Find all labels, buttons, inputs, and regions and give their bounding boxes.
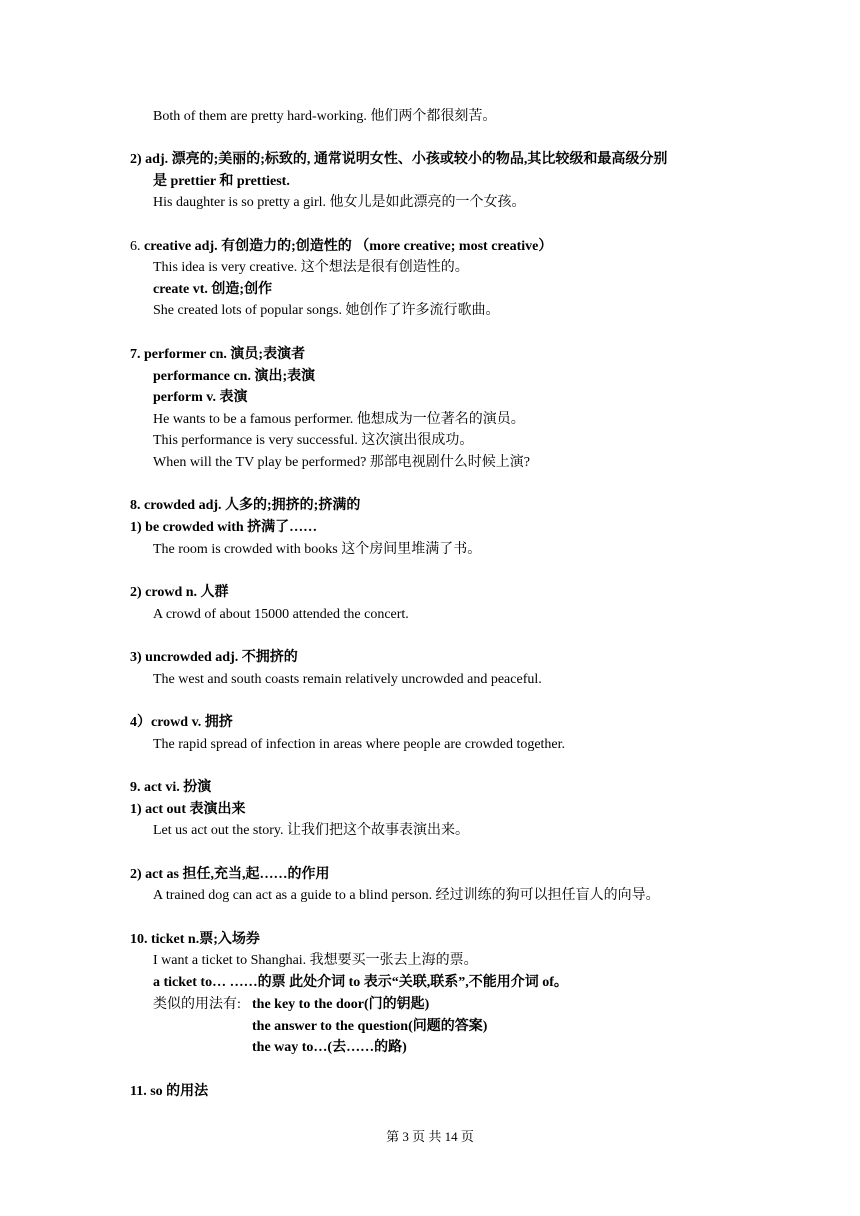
item-number-text: 6. xyxy=(130,239,141,254)
entry-heading-continued: 是 prettier 和 prettiest. xyxy=(153,174,290,189)
entry-heading: 10. ticket n.票;入场券 xyxy=(130,932,260,947)
example-sentence: A trained dog can act as a guide to a blind person. 经过训练的狗可以担任盲人的向导。 xyxy=(153,888,660,903)
example-sentence: He wants to be a famous performer. 他想成为一位著名的演员。 xyxy=(153,412,525,427)
page-footer: 第 3 页 共 14 页 xyxy=(386,1129,474,1144)
entry-heading: 9. act vi. 扮演 xyxy=(130,780,212,795)
sub-entry: 2) act as 担任,充当,起……的作用 xyxy=(130,867,330,882)
entry-heading: 2) adj. 漂亮的;美丽的;标致的, 通常说明女性、小孩或较小的物品,其比较级和最高级分别 xyxy=(130,152,668,167)
example-sentence: Let us act out the story. 让我们把这个故事表演出来。 xyxy=(153,823,470,838)
example-sentence: The rapid spread of infection in areas where people are crowded together. xyxy=(153,737,566,752)
similar-usage-item: the key to the door(门的钥匙) xyxy=(252,997,430,1012)
sub-entry: 2) crowd n. 人群 xyxy=(130,585,229,600)
sub-entry: 3) uncrowded adj. 不拥挤的 xyxy=(130,650,298,665)
example-sentence: When will the TV play be performed? 那部电视剧什么时候上演? xyxy=(153,455,531,470)
sub-entry: create vt. 创造;创作 xyxy=(153,282,273,297)
entry-heading: creative adj. 有创造力的;创造性的 （more creative; most creative） xyxy=(144,239,553,254)
entry-heading: 7. performer cn. 演员;表演者 xyxy=(130,347,306,362)
example-sentence: She created lots of popular songs. 她创作了许多流行歌曲。 xyxy=(153,303,500,318)
example-sentence: I want a ticket to Shanghai. 我想要买一张去上海的票。 xyxy=(153,953,478,968)
sub-entry: 1) act out 表演出来 xyxy=(130,802,246,817)
example-sentence: The west and south coasts remain relatively uncrowded and peaceful. xyxy=(153,672,542,687)
similar-usage-item: the way to…(去……的路) xyxy=(252,1040,407,1055)
sub-entry: 1) be crowded with 挤满了…… xyxy=(130,520,318,535)
entry-heading: 8. crowded adj. 人多的;拥挤的;挤满的 xyxy=(130,498,361,513)
example-sentence: This idea is very creative. 这个想法是很有创造性的。 xyxy=(153,260,469,275)
item-number xyxy=(130,238,552,256)
example-sentence: The room is crowded with books 这个房间里堆满了书。 xyxy=(153,542,482,557)
example-sentence: Both of them are pretty hard-working. 他们两个都很刻苦。 xyxy=(153,109,497,124)
usage-note: a ticket to… ……的票 此处介词 to 表示“关联,联系”,不能用介词 of。 xyxy=(153,975,568,990)
example-sentence: A crowd of about 15000 attended the concert. xyxy=(153,607,409,622)
sub-entry: performance cn. 演出;表演 xyxy=(153,369,316,384)
sub-entry: perform v. 表演 xyxy=(153,390,248,405)
example-sentence: This performance is very successful. 这次演出很成功。 xyxy=(153,433,474,448)
similar-usage-item: the answer to the question(问题的答案) xyxy=(252,1019,488,1034)
sub-entry: 4）crowd v. 拥挤 xyxy=(130,715,233,730)
similar-usage-label: 类似的用法有: xyxy=(153,997,241,1012)
entry-heading: 11. so 的用法 xyxy=(130,1084,209,1099)
example-sentence: His daughter is so pretty a girl. 他女儿是如此漂亮的一个女孩。 xyxy=(153,195,526,210)
